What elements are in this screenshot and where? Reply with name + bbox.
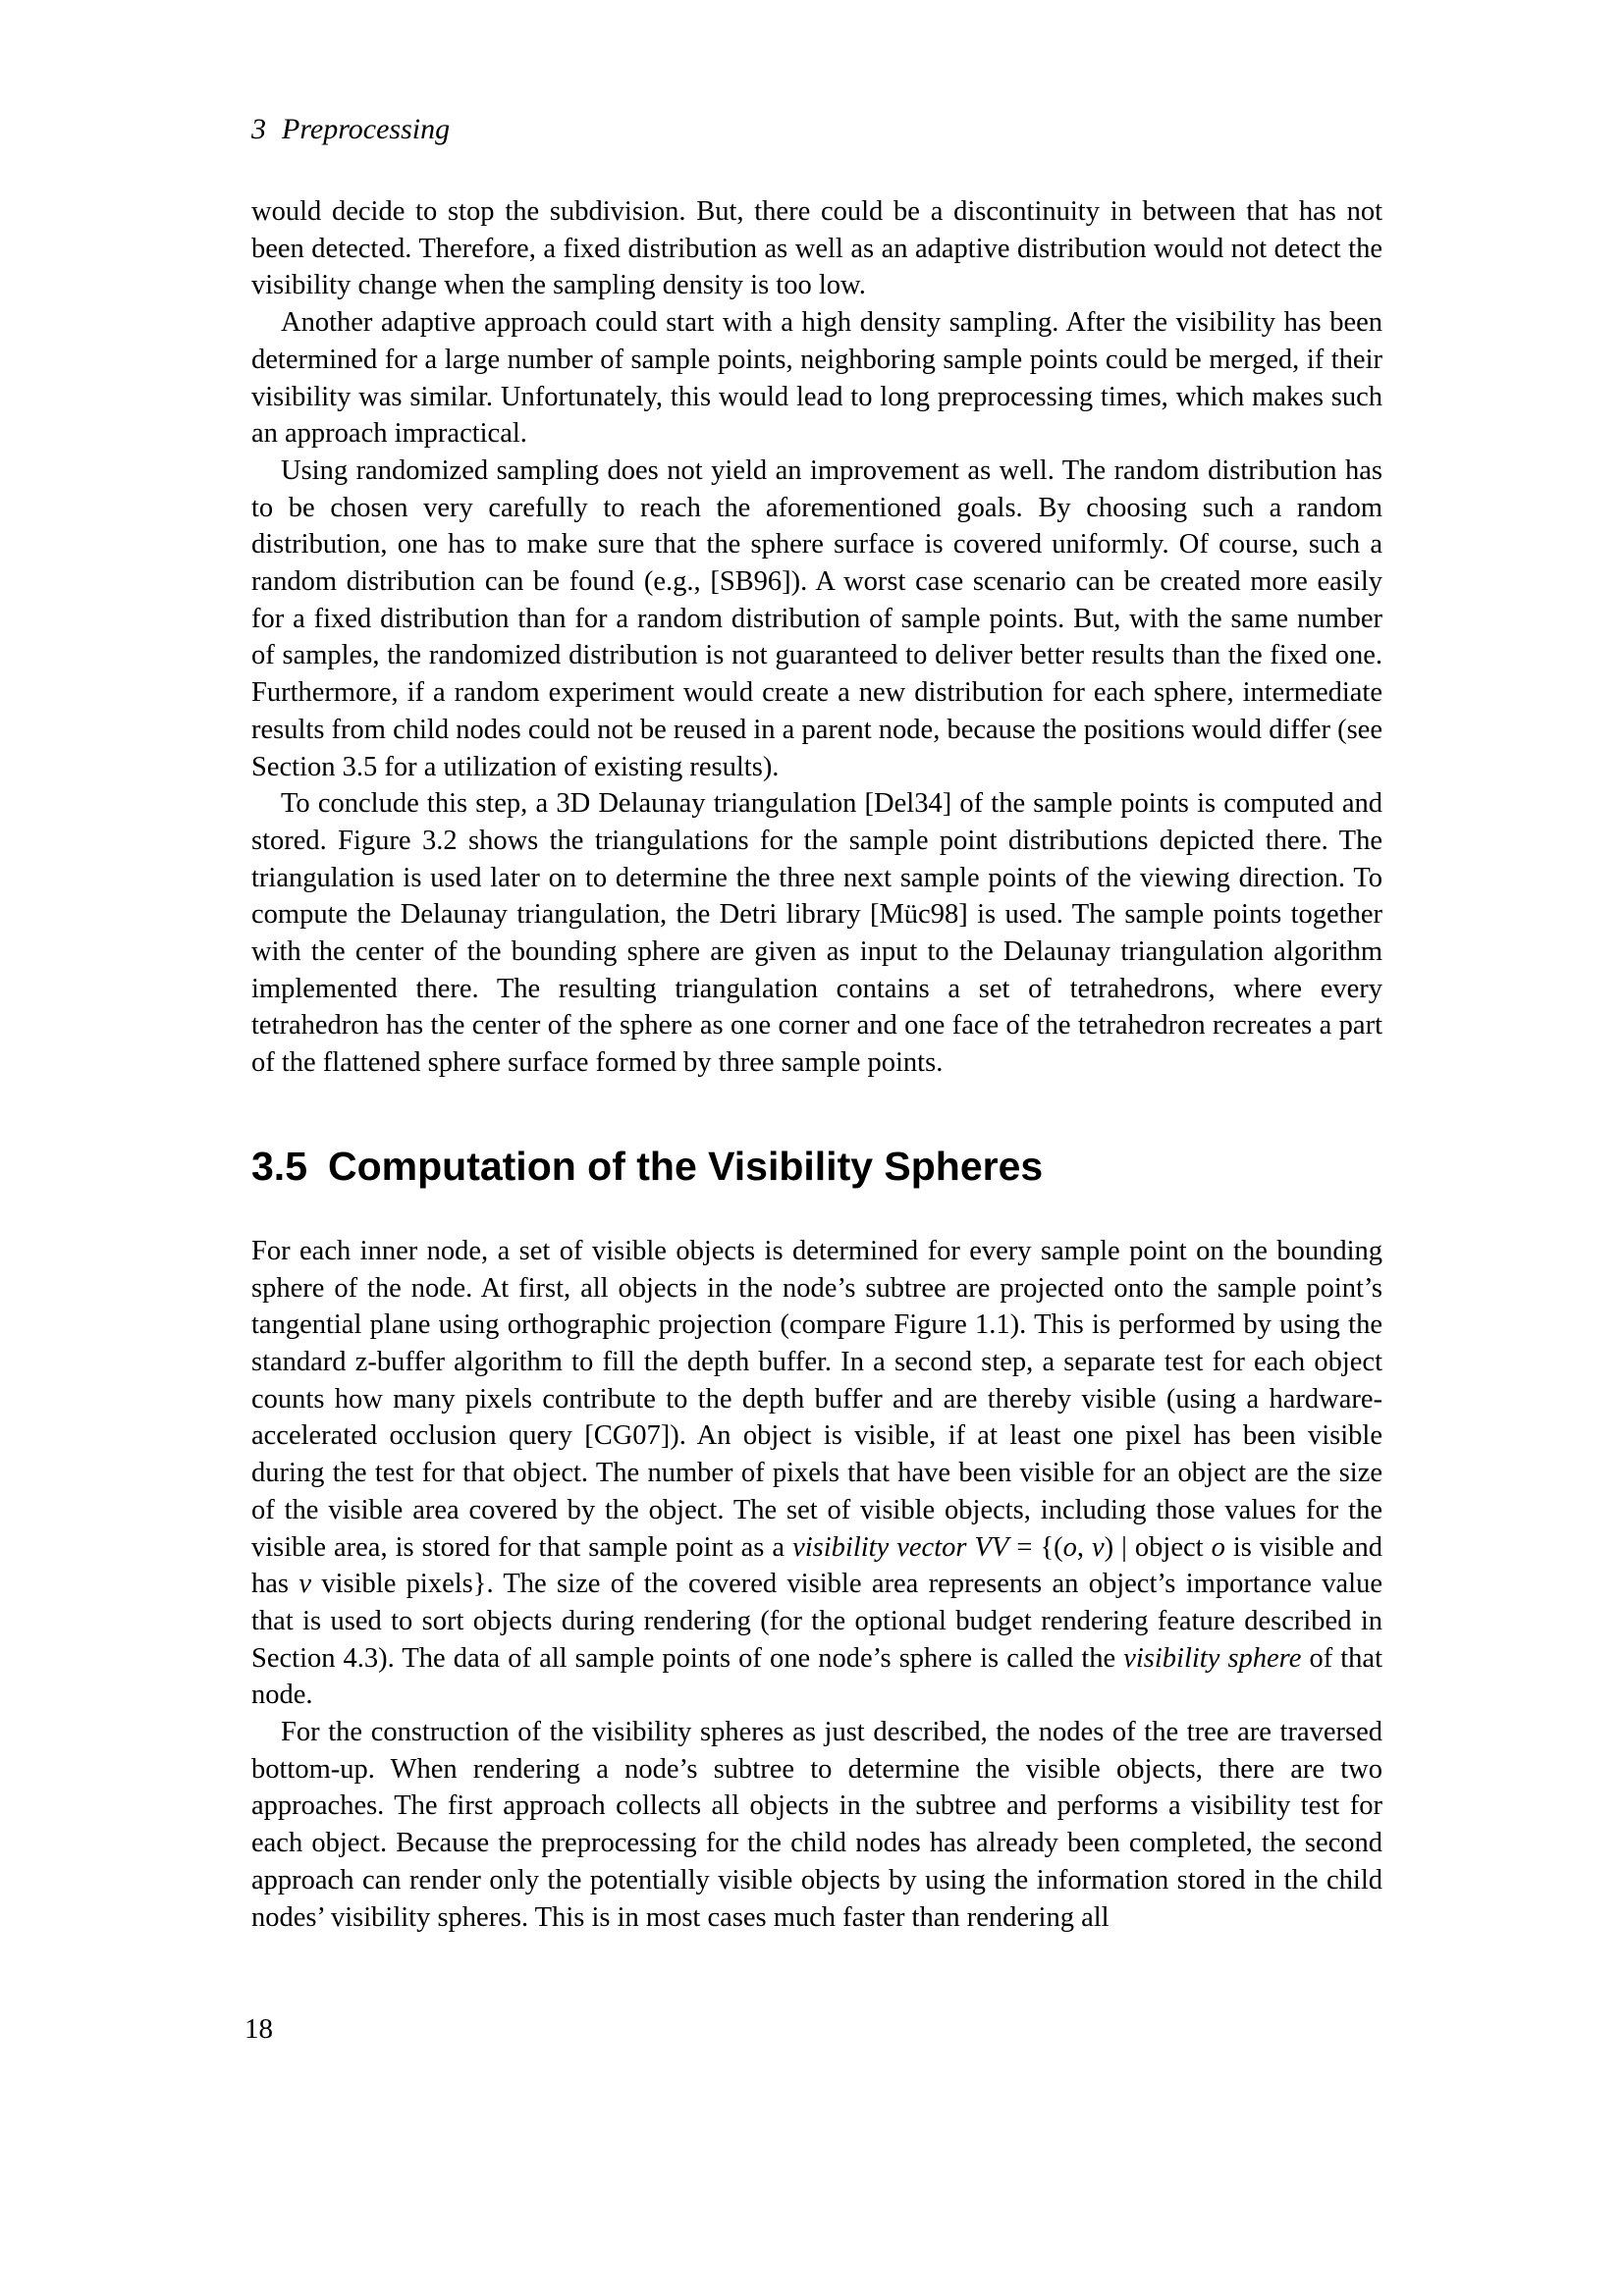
text-run: For each inner node, a set of visible objects is determined for every sample point on the bounding sphere of the node. At first, all objects in the node’s subtree are projected onto the sample point’s tangential plane using orthographic projection (compare Figure 1.1). This is performed by using the standard z-buffer algorithm to fill the depth buffer. In a second step, a separate test for each object counts how many pixels contribute to the depth buffer and are thereby visible (using a hardware-accelerated occlusion query [CG07]). An object is visible, if at least one pixel has been visible during the test for that object. The number of pixels that have been visible for an object are the size of the visible area covered by the object. The set of visible objects, including those values for the visible area, is stored for that sample point as a (251, 1235, 1382, 1563)
running-header-title: Preprocessing (282, 113, 451, 145)
paragraph (251, 193, 1382, 304)
page-body-text (251, 193, 1382, 1936)
text-run: visible pixels}. The size of the covered visible area represents an object’s importance value that is used to sort objects during rendering (for the optional budget rendering feature described in Section 4.3). The data of all sample points of one node’s sphere is called the (251, 1569, 1382, 1674)
section-heading (251, 1143, 1382, 1190)
text-run: = {( (1008, 1531, 1063, 1563)
italic-text-run: v (298, 1569, 311, 1600)
italic-text-run: v (1092, 1531, 1105, 1563)
text-run: Using randomized sampling does not yield an improvement as well. The random distribution has to be chosen very carefully to reach the aforementioned goals. By choosing such a random distribution, one has to make sure that the sphere surface is covered uniformly. Of course, such a random distribution can be found (e.g., [SB96]). A worst case scenario can be created more easily for a fixed distribution than for a random distribution of sample points. But, with the same number of samples, the randomized distribution is not guaranteed to deliver better results than the fixed one. Furthermore, if a random experiment would create a new distribution for each sphere, intermediate results from child nodes could not be reused in a parent node, because the positions would differ (see Section 3.5 for a utilization of existing results). (251, 454, 1382, 782)
running-header-chapter-number: 3 (251, 113, 266, 145)
italic-text-run: visibility vector (792, 1531, 967, 1563)
paragraph (251, 1714, 1382, 1936)
italic-text-run: o (1211, 1531, 1225, 1563)
section-heading-number: 3.5 (251, 1143, 307, 1189)
italic-text-run: o (1062, 1531, 1077, 1563)
text-run: ) | object (1104, 1531, 1212, 1563)
running-header (251, 112, 450, 147)
text-run: For the construction of the visibility spheres as just described, the nodes of the tree are traversed bottom-up. When rendering a node’s subtree to determine the visible objects, there are two approaches. The first approach collects all objects in the subtree and performs a visibility test for each object. Because the preprocessing for the child nodes has already been completed, the second approach can render only the potentially visible objects by using the information stored in the child nodes’ visibility spheres. This is in most cases much faster than rendering all (251, 1717, 1382, 1933)
paragraph (251, 304, 1382, 453)
text-run: of that node. (251, 1642, 1382, 1711)
paragraph (251, 1233, 1382, 1714)
section-heading-title: Computation of the Visibility Spheres (328, 1143, 1044, 1189)
text-run: is visible and has (251, 1531, 1383, 1600)
text-run: , (1076, 1531, 1093, 1563)
text-run: To conclude this step, a 3D Delaunay triangulation [Del34] of the sample points is computed and stored. Figure 3.2 shows the triangulations for the sample point distributions depicted there. The triangulation is used later on to determine the three next sample points of the viewing direction. To compute the Delaunay triangulation, the Detri library [Müc98] is used. The sample points together with the center of the bounding sphere are given as input to the Delaunay triangulation algorithm implemented there. The resulting triangulation contains a set of tetrahedrons, where every tetrahedron has the center of the sphere as one corner and one face of the tetrahedron recreates a part of the flattened sphere surface formed by three sample points. (251, 788, 1382, 1079)
text-run (966, 1532, 974, 1563)
text-run: would decide to stop the subdivision. But, there could be a discontinuity in between that has not been detected. Therefore, a fixed distribution as well as an adaptive distribution would not detect the visibility change when the sampling density is too low. (251, 196, 1382, 301)
text-run: Another adaptive approach could start with a high density sampling. After the visibility has been determined for a large number of sample points, neighboring sample points could be merged, if their visibility was similar. Unfortunately, this would lead to long preprocessing times, which makes such an approach impractical. (251, 307, 1382, 450)
paragraph (251, 453, 1382, 785)
paragraph (251, 785, 1382, 1082)
italic-text-run: visibility sphere (1123, 1642, 1302, 1674)
italic-text-run: VV (974, 1531, 1009, 1563)
page-number: 18 (244, 2013, 273, 2045)
